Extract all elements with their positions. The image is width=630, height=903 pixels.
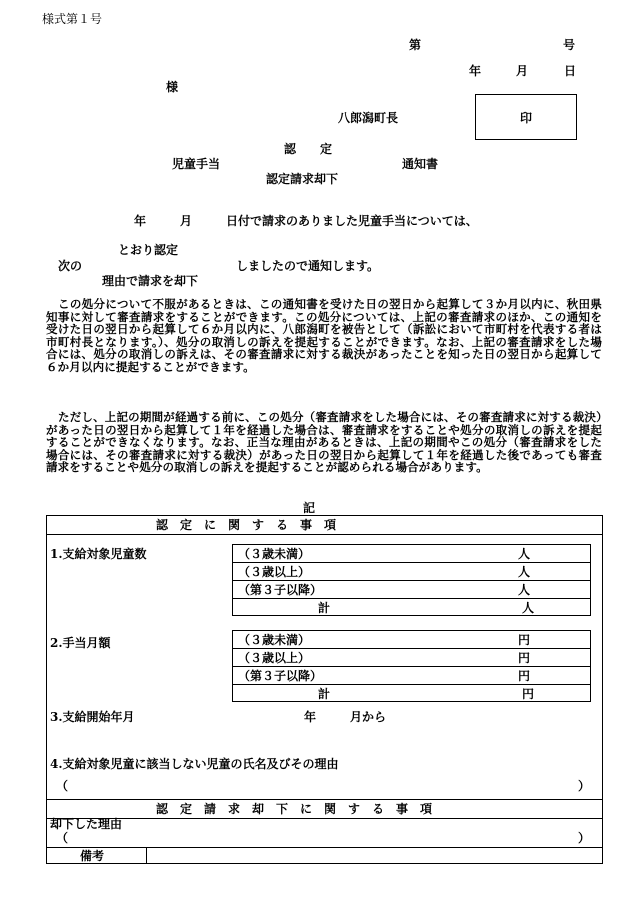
section2-top-rule	[46, 799, 603, 800]
date-year: 年	[469, 64, 482, 78]
option-approve: とおり認定	[118, 243, 179, 257]
title-right: 通知書	[402, 157, 439, 171]
title-bottom: 認定請求却下	[266, 172, 339, 186]
item4-label: 4.支給対象児童に該当しない児童の氏名及びその理由	[50, 757, 339, 771]
date-month: 月	[516, 64, 529, 78]
notice-paragraph-1: この処分について不服があるときは、この通知書を受けた日の翌日から起算して３か月以内に、秋田県知事に対して審査請求をすることができます。この処分については、上記の審査請求のほか、この通知を受けた日の翌日から起算して６か月以内に、八郎潟町を被告として（訴訟において市町村を代表する者は市町村長となります。）、処分の取消しの訴えを提起することができます。なお、上記の審査請求をした場合には、処分の取消しの訴えは、その審査請求に対する裁決があったことを知った日の翌日から起算して６か月以内に提起することができます。	[46, 297, 602, 374]
number-prefix: 第	[409, 38, 422, 52]
item2-row-unit: 円	[518, 651, 531, 665]
body-year: 年	[134, 214, 147, 228]
reject-close-paren: ）	[578, 831, 591, 845]
option-reject: 理由で請求を却下	[102, 274, 199, 288]
ki-label: 記	[303, 501, 316, 515]
reject-reason-label: 却下した理由	[50, 817, 123, 831]
remarks-separator	[146, 847, 147, 864]
notice-paragraph-2: ただし、上記の期間が経過する前に、この処分（審査請求をした場合には、その審査請求に対する裁決）があった日の翌日から起算して１年を経過した場合は、審査請求をすることや処分の取消しの訴えを提起することができなくなります。なお、正当な理由があるときは、上記の期間やこの処分（審査請求をした場合には、その審査請求に対する裁決）があった日の翌日から起算して１年を経過した後であっても審査請求をすることや処分の取消しの訴えを提起することが認められる場合があります。	[46, 410, 602, 475]
item2-row-label: （３歳未満）	[238, 633, 311, 647]
item2-row-label: （３歳以上）	[238, 651, 311, 665]
addressee-suffix: 様	[166, 80, 179, 94]
item2-rule	[232, 666, 591, 667]
body-line1: 日付で請求のありました児童手当については、	[226, 214, 478, 228]
item1-row-unit: 人	[518, 565, 531, 579]
remarks-label: 備考	[80, 849, 105, 863]
reject-open-paren: （	[56, 831, 69, 845]
form-number: 様式第１号	[42, 12, 103, 26]
section2-title: 認 定 請 求 却 下 に 関 す る 事 項	[156, 802, 433, 816]
item2-total-label: 計	[318, 687, 331, 701]
item1-total-unit: 人	[522, 601, 535, 615]
remarks-rule	[46, 847, 603, 848]
item1-label: 1.支給対象児童数	[50, 547, 147, 561]
item3-month-from: 月から	[350, 710, 387, 724]
sender-name: 八郎潟町長	[338, 111, 399, 125]
item2-row-label: （第３子以降）	[238, 669, 323, 683]
item1-row-unit: 人	[518, 547, 531, 561]
item2-row-unit: 円	[518, 633, 531, 647]
item3-year: 年	[304, 710, 317, 724]
body-suffix: しましたので通知します。	[236, 259, 380, 273]
item2-total-unit: 円	[522, 687, 535, 701]
item2-label: 2.手当月額	[50, 636, 111, 650]
item2-rule	[232, 684, 591, 685]
item3-label: 3.支給開始年月	[50, 710, 135, 724]
item1-rule	[232, 598, 591, 599]
date-day: 日	[564, 64, 577, 78]
item2-rule	[232, 648, 591, 649]
item1-row-label: （第３子以降）	[238, 583, 323, 597]
item4-close-paren: ）	[578, 779, 591, 793]
seal-box	[475, 94, 577, 140]
title-left: 児童手当	[172, 157, 221, 171]
section2-divider	[46, 818, 603, 819]
item1-row-unit: 人	[518, 583, 531, 597]
title-top: 認 定	[284, 142, 333, 156]
item1-row-label: （３歳未満）	[238, 547, 311, 561]
item1-rule	[232, 580, 591, 581]
item1-total-label: 計	[318, 601, 331, 615]
body-prefix: 次の	[58, 259, 83, 273]
item1-rule	[232, 562, 591, 563]
body-month: 月	[180, 214, 193, 228]
item2-row-unit: 円	[518, 669, 531, 683]
number-suffix: 号	[563, 38, 576, 52]
section1-divider	[46, 534, 603, 535]
section1-title: 認 定 に 関 す る 事 項	[156, 518, 337, 532]
item4-open-paren: （	[56, 779, 69, 793]
seal-label: 印	[519, 110, 532, 125]
item1-row-label: （３歳以上）	[238, 565, 311, 579]
